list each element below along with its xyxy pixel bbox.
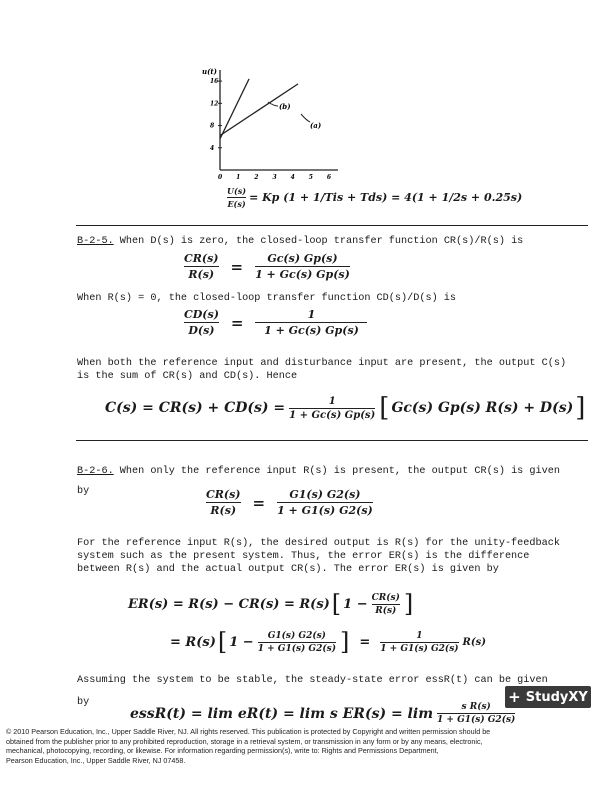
section-divider-2: [76, 440, 588, 441]
b26-number: B-2-6.: [77, 466, 114, 477]
x-tick-label: 2: [254, 174, 259, 181]
b26-line1: B-2-6. When only the reference input R(s) is present, the output CR(s) is given: [77, 466, 560, 477]
label-b-leader: [268, 102, 278, 106]
studyxy-badge-label: StudyXY: [525, 689, 588, 705]
copyright-footer: © 2010 Pearson Education, Inc., Upper Saddle River, NJ. All rights reserved. This publication is protected by Copyright and written permission should be obtained from the publisher prior to any prohibited reproduction, storage in a retrieval system, or transmission in any form or by any means, electronic, mechanical, photocopying, recording, or likewise. For information regarding permission(s), write to: Rights and Permissions Department, Pearson Education, Inc., Upper Saddle River, NJ 07458.: [6, 727, 491, 765]
response-graph: [198, 62, 358, 184]
x-tick-label: 4: [290, 174, 295, 181]
curve-b: [220, 79, 249, 139]
graph-eq-den: E(s): [227, 199, 246, 209]
y-tick-label: 16: [210, 78, 219, 86]
b25-line1: B-2-5. When D(s) is zero, the closed-loop transfer function CR(s)/R(s) is: [77, 236, 524, 247]
b25-number: B-2-5.: [77, 236, 114, 247]
plus-icon: +: [508, 688, 521, 706]
b25-line4: is the sum of CR(s) and CD(s). Hence: [77, 371, 298, 382]
b25-line2: When R(s) = 0, the closed-loop transfer function CD(s)/D(s) is: [77, 293, 457, 304]
graph-eq-rhs: = Kp (1 + 1/Tis + Tds) = 4(1 + 1/2s + 0.25s): [249, 191, 523, 204]
curve-a-label: (a): [310, 121, 322, 130]
y-tick-label: 4: [210, 144, 215, 152]
x-tick-label: 5: [308, 174, 313, 181]
b26-line7: by: [77, 697, 90, 708]
x-tick-label: 1: [236, 174, 241, 181]
y-tick-label: 12: [210, 100, 219, 108]
x-tick-label: 3: [272, 174, 277, 181]
b26-line3: For the reference input R(s), the desired output is R(s) for the unity-feedback: [77, 538, 560, 549]
x-tick-label: 6: [326, 174, 332, 181]
x-tick-label: 0: [218, 174, 223, 181]
b26-eq4: essR(t) = lim eR(t) = lim s ER(s) = lim $\frac{\text{s R(s)}}{1 + G1(s) G2(s)}$: [130, 702, 516, 725]
graph-eq-num: U(s): [227, 186, 247, 196]
b25-eq3: C(s) = CR(s) + CD(s) = $\frac{1}{1 + Gc(s) Gp(s)}$ [ Gc(s) Gp(s) R(s) + D(s) ]: [105, 393, 586, 423]
studyxy-badge[interactable]: [505, 686, 591, 708]
graph-equation: [227, 186, 522, 209]
graph-y-label: u(t): [202, 67, 217, 76]
b26-eq2: ER(s) = R(s) − CR(s) = R(s) [ 1 − $\frac{CR(s)}{R(s)}$ ]: [128, 590, 414, 618]
b25-line3: When both the reference input and disturbance input are present, the output C(s): [77, 358, 567, 369]
y-tick-label: 8: [210, 122, 215, 130]
b26-line6: Assuming the system to be stable, the steady-state error essR(t) can be given: [77, 675, 548, 686]
b26-eq3: = R(s) [ 1 − $\frac{G1(s) G2(s)}{1 + G1(s) G2(s)}$ ] = $\frac{1}{1 + G1(s) G2(s)}$ R(s): [170, 628, 486, 656]
label-a-leader: [301, 114, 310, 122]
b26-line4: system such as the present system. Thus, the error ER(s) is the difference: [77, 551, 530, 562]
section-divider: [76, 225, 588, 226]
b26-eq1: $\frac{CR(s)}{R(s)}$ = $\frac{G1(s) G2(s)}{1 + G1(s) G2(s)}$: [206, 488, 373, 517]
b25-eq2: $\frac{CD(s)}{D(s)}$ = $\frac{1}{1 + Gc(s) Gp(s)}$: [184, 308, 367, 337]
b26-line2: by: [77, 486, 90, 497]
curve-b-label: (b): [279, 102, 291, 111]
b26-line5: between R(s) and the actual output CR(s). The error ER(s) is given by: [77, 564, 499, 575]
b25-eq1: $\frac{CR(s)}{R(s)}$ = $\frac{Gc(s) Gp(s)}{1 + Gc(s) Gp(s)}$: [184, 252, 350, 281]
